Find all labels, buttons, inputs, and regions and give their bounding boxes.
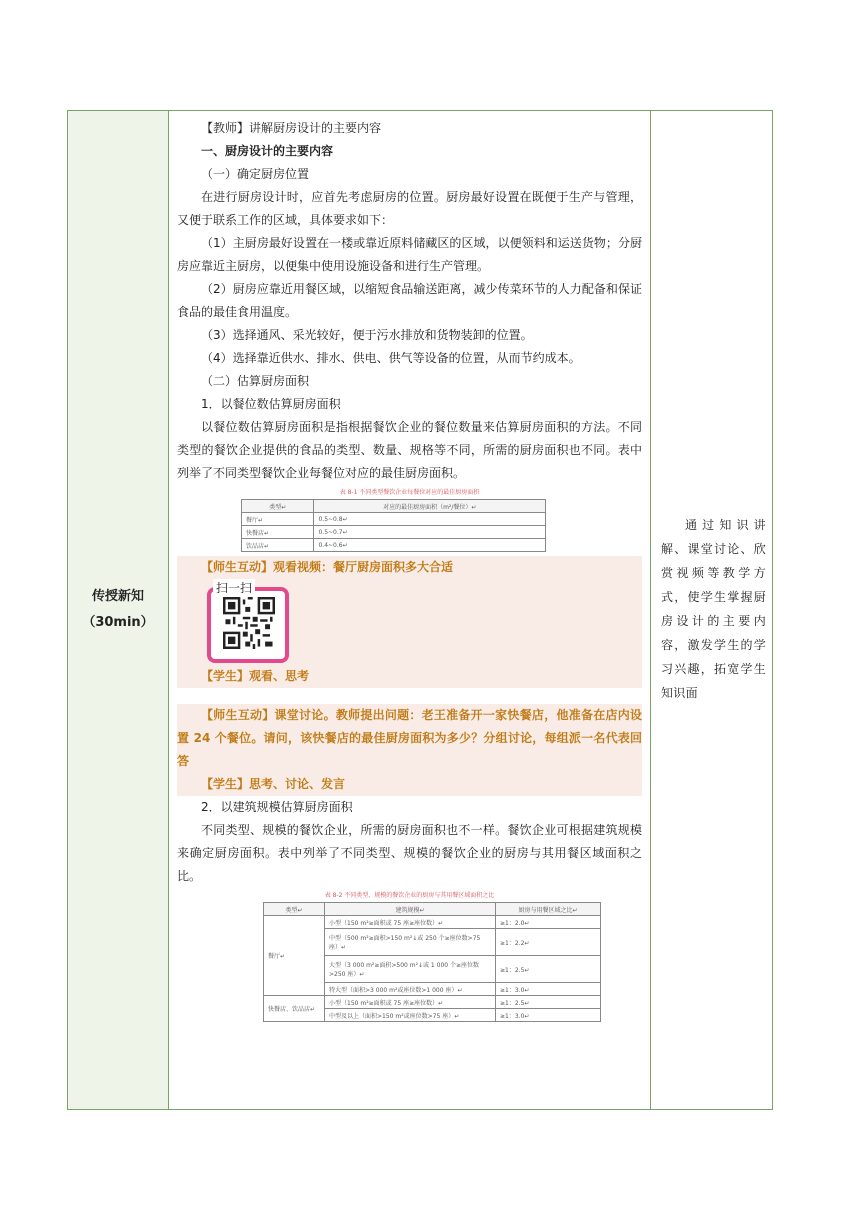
table-cell: ≥1：2.5↵ — [496, 996, 601, 1009]
item-heading-2: 2．以建筑规模估算厨房面积 — [201, 800, 353, 814]
table-group-cell: 快餐店、饮品店↵ — [264, 996, 325, 1022]
table-cell: 0.4~0.6↵ — [314, 539, 546, 552]
teacher-note: 【教师】讲解厨房设计的主要内容 — [201, 121, 382, 135]
qr-code-block[interactable] — [207, 579, 291, 665]
paragraph: （1）主厨房最好设置在一楼或靠近原料储藏区的区域，以便领料和运送货物；分厨房应靠近主厨房，以便集中使用设施设备和进行生产管理。 — [177, 236, 642, 273]
table1 — [241, 499, 546, 552]
table-group-cell: 餐厅↵ — [264, 916, 325, 996]
table-cell: ≥1：2.0↵ — [496, 916, 601, 929]
table-cell: 小型（150 m²≥面积或 75 座≥座位数）↵ — [325, 996, 496, 1009]
table-cell: 小型（150 m²≥面积或 75 座≥座位数）↵ — [325, 916, 496, 929]
table-cell: 餐厅↵ — [242, 513, 314, 526]
purpose-cell — [651, 111, 772, 1109]
content-cell — [169, 111, 651, 1109]
table-cell: ≥1：3.0↵ — [496, 983, 601, 996]
section-heading: 一、厨房设计的主要内容 — [201, 144, 334, 158]
interaction-video: 【师生互动】观看视频：餐厅厨房面积多大合适 — [201, 560, 454, 574]
table-cell: 0.5~0.8↵ — [314, 513, 546, 526]
paragraph: （3）选择通风、采光较好，便于污水排放和货物装卸的位置。 — [201, 328, 533, 342]
subsection-heading-2: （二）估算厨房面积 — [201, 374, 310, 388]
interaction-discussion: 【师生互动】课堂讨论。教师提出问题：老王准备开一家快餐店，他准备在店内设置 24 个餐位。请问，该快餐店的最佳厨房面积为多少？分组讨论，每组派一名代表回答 — [177, 708, 642, 768]
stage-duration: （30min） — [82, 615, 154, 630]
stage-title: 传授新知 — [91, 589, 144, 604]
qr-code-icon — [223, 597, 275, 649]
table-row — [242, 539, 546, 552]
table-cell: 大型（3 000 m²≥面积>500 m²↓或 1 000 个≥座位数>250 座）↵ — [325, 956, 496, 983]
interaction-video-block — [177, 556, 642, 688]
table-cell: 中型及以上（面积>150 m²或座位数>75 座）↵ — [325, 1009, 496, 1022]
table1-header: 类型↵ — [242, 500, 314, 513]
paragraph: （4）选择靠近供水、排水、供电、供气等设备的位置，从而节约成本。 — [201, 351, 581, 365]
student-response-2: 【学生】思考、讨论、发言 — [201, 777, 346, 791]
table2-caption: 表 8-2 不同类型、规模的餐饮企业的厨房与其用餐区域面积之比 — [324, 892, 495, 899]
table-cell: 0.5~0.7↵ — [314, 526, 546, 539]
interaction-discussion-block — [177, 704, 642, 796]
table2 — [263, 902, 601, 1022]
table-row — [242, 526, 546, 539]
table-cell: ≥1：2.2↵ — [496, 929, 601, 956]
paragraph: 以餐位数估算厨房面积是指根据餐饮企业的餐位数量来估算厨房面积的方法。不同类型的餐饮企业提供的食品的类型、数量、规格等不同，所需的厨房面积也不同。表中列举了不同类型餐饮企业每餐位对应的最佳厨房面积。 — [177, 420, 642, 480]
table-cell: 特大型（面积>3 000 m²或座位数>1 000 座）↵ — [325, 983, 496, 996]
qr-label: 扫一扫 — [213, 579, 255, 596]
table-cell: ≥1：3.0↵ — [496, 1009, 601, 1022]
table2-header: 厨房与用餐区域之比↵ — [496, 903, 601, 916]
table1-header: 对应的最佳厨房面积（m²/餐位）↵ — [314, 500, 546, 513]
paragraph: （2）厨房应靠近用餐区域，以缩短食品输送距离，减少传菜环节的人力配备和保证食品的最佳食用温度。 — [177, 282, 642, 319]
table-cell: 中型（500 m²≥面积>150 m²↓或 250 个≥座位数>75 座）↵ — [325, 929, 496, 956]
table-cell: 饮品店↵ — [242, 539, 314, 552]
lesson-table — [67, 110, 773, 1110]
table-row — [242, 513, 546, 526]
table-cell: ≥1：2.5↵ — [496, 956, 601, 983]
table2-header: 建筑规模↵ — [325, 903, 496, 916]
table2-header: 类型↵ — [264, 903, 325, 916]
item-heading-1: 1．以餐位数估算厨房面积 — [201, 397, 341, 411]
subsection-heading-1: （一）确定厨房位置 — [201, 167, 310, 181]
table-cell: 快餐店↵ — [242, 526, 314, 539]
paragraph: 在进行厨房设计时，应首先考虑厨房的位置。厨房最好设置在既便于生产与管理，又便于联系工作的区域，具体要求如下： — [177, 190, 642, 227]
purpose-text: 通过知识讲解、课堂讨论、欣赏视频等教学方式，使学生掌握厨房设计的主要内容，激发学生的学习兴趣，拓宽学生知识面 — [661, 518, 766, 700]
stage-cell — [68, 111, 169, 1109]
table1-caption: 表 8-1 不同类型餐饮企业每餐位对应的最佳厨房面积 — [339, 489, 480, 496]
paragraph: 不同类型、规模的餐饮企业，所需的厨房面积也不一样。餐饮企业可根据建筑规模来确定厨房面积。表中列举了不同类型、规模的餐饮企业的厨房与其用餐区域面积之比。 — [177, 823, 642, 883]
student-response-1: 【学生】观看、思考 — [201, 669, 310, 683]
table-row — [264, 996, 601, 1009]
table-row — [264, 916, 601, 929]
